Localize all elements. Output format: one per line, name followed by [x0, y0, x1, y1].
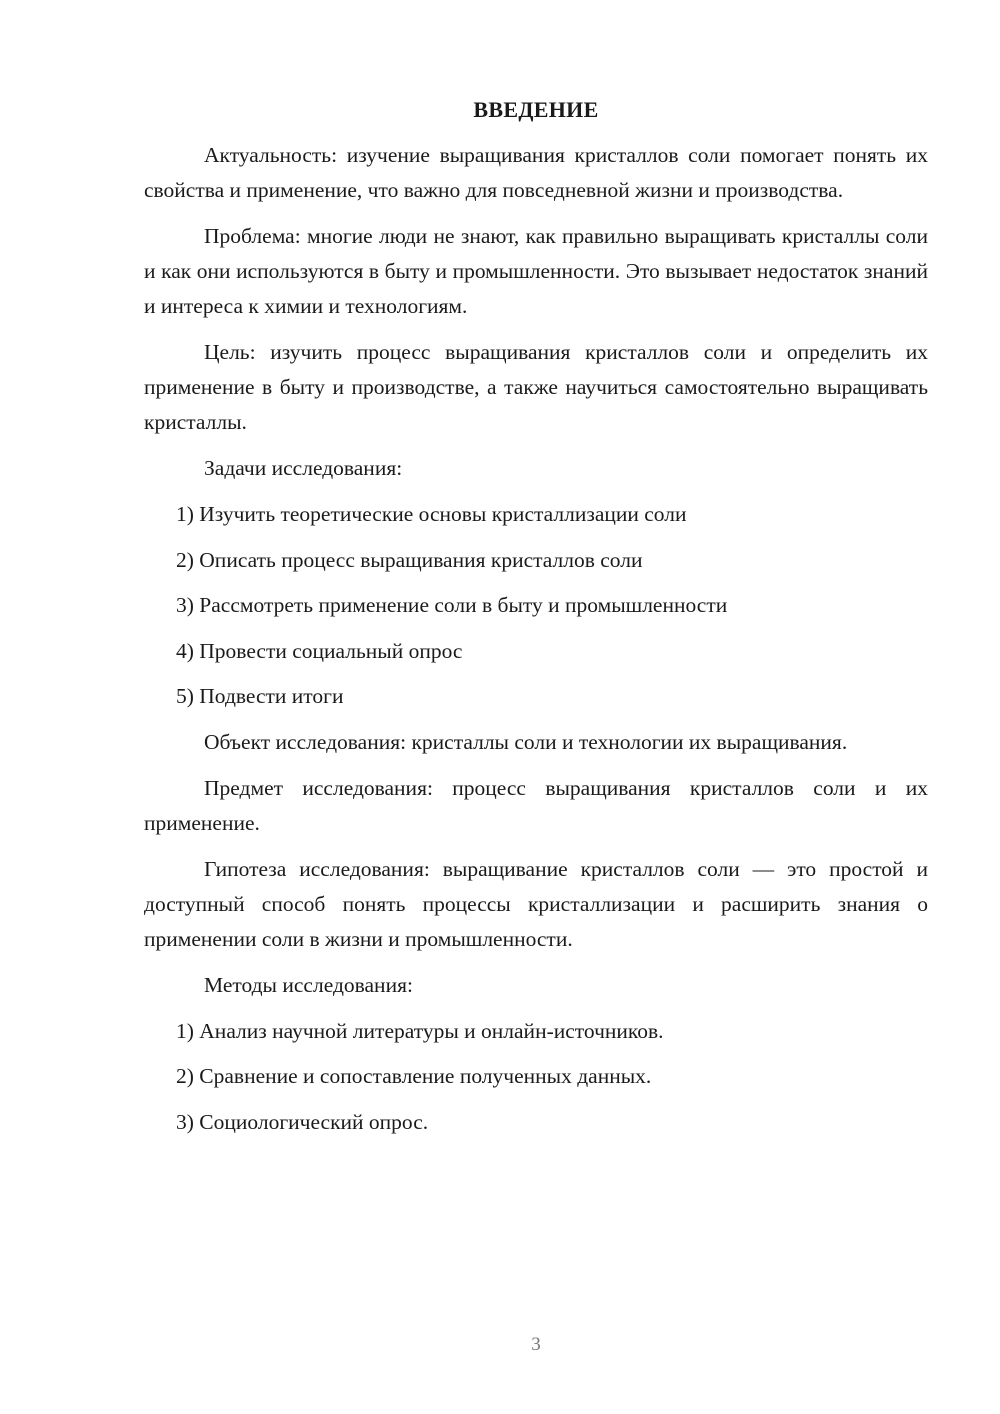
task-item: 2) Описать процесс выращивания кристаллов соли [176, 547, 643, 572]
method-item: 3) Социологический опрос. [176, 1109, 429, 1134]
task-item: 4) Провести социальный опрос [176, 638, 463, 663]
subject-paragraph: Предмет исследования: процесс выращивания кристаллов соли и их применение. [144, 775, 928, 835]
tasks-title: Задачи исследования: [204, 456, 403, 480]
goal-paragraph: Цель: изучить процесс выращивания кристаллов соли и определить их применение в быту и производстве, а также научиться самостоятельно выращивать кристаллы. [144, 340, 928, 434]
hypothesis-paragraph: Гипотеза исследования: выращивание кристаллов соли — это простой и доступный способ понять процессы кристаллизации и расширить знания о применении соли в жизни и промышленности. [144, 856, 928, 951]
method-item: 2) Сравнение и сопоставление полученных данных. [176, 1064, 652, 1088]
page-number: 3 [531, 1334, 541, 1355]
relevance-paragraph: Актуальность: изучение выращивания кристаллов соли помогает понять их свойства и применение, что важно для повседневной жизни и производства. [144, 143, 928, 202]
task-item: 3) Рассмотреть применение соли в быту и промышленности [176, 593, 728, 617]
section-heading: ВВЕДЕНИЕ [473, 97, 599, 122]
problem-paragraph: Проблема: многие люди не знают, как правильно выращивать кристаллы соли и как они используются в быту и промышленности. Это вызывает недостаток знаний и интереса к химии и технологиям. [144, 224, 928, 318]
methods-title: Методы исследования: [204, 972, 413, 997]
task-item: 5) Подвести итоги [176, 684, 344, 708]
document-page [144, 92, 928, 1150]
object-paragraph: Объект исследования: кристаллы соли и технологии их выращивания. [204, 729, 848, 754]
task-item: 1) Изучить теоретические основы кристаллизации соли [176, 502, 687, 526]
method-item: 1) Анализ научной литературы и онлайн-источников. [176, 1018, 664, 1043]
